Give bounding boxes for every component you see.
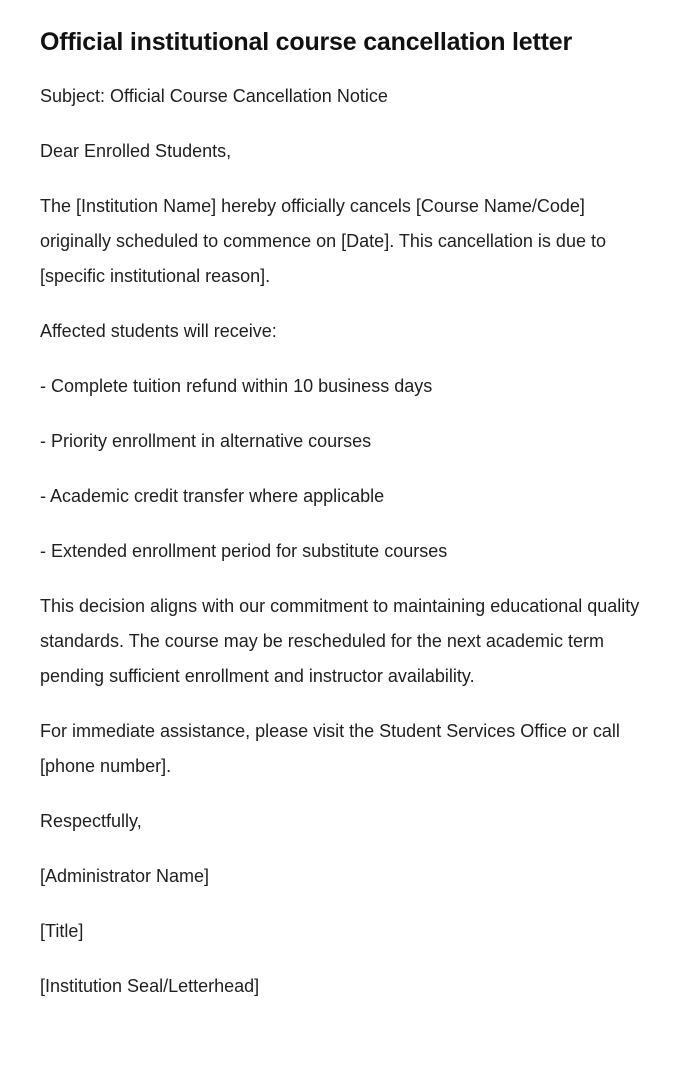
signature-title: [Title] <box>40 921 84 941</box>
bottom-spacer <box>40 1004 640 1044</box>
signature-name: [Administrator Name] <box>40 866 210 886</box>
page-title: Official institutional course cancellation letter <box>40 28 572 56</box>
body-paragraph-3: For immediate assistance, please visit the Student Services Office or call [phone number]. <box>40 721 620 776</box>
list-item: - Academic credit transfer where applicable <box>40 486 385 506</box>
signature-seal: [Institution Seal/Letterhead] <box>40 976 260 996</box>
benefits-intro: Affected students will receive: <box>40 321 277 341</box>
list-item: - Priority enrollment in alternative courses <box>40 431 372 451</box>
body-paragraph-2: This decision aligns with our commitment to maintaining educational quality standards. The course may be rescheduled for the next academic term pending sufficient enrollment and instructor availability. <box>40 596 640 686</box>
list-item: - Extended enrollment period for substitute courses <box>40 541 448 561</box>
salutation: Dear Enrolled Students, <box>40 141 232 161</box>
closing-salutation: Respectfully, <box>40 811 142 831</box>
body-paragraph-1: The [Institution Name] hereby officially cancels [Course Name/Code] originally scheduled to commence on [Date]. This cancellation is due to [specific institutional reason]. <box>40 196 606 286</box>
subject-line: Subject: Official Course Cancellation Notice <box>40 86 388 106</box>
list-item: - Complete tuition refund within 10 business days <box>40 376 433 396</box>
